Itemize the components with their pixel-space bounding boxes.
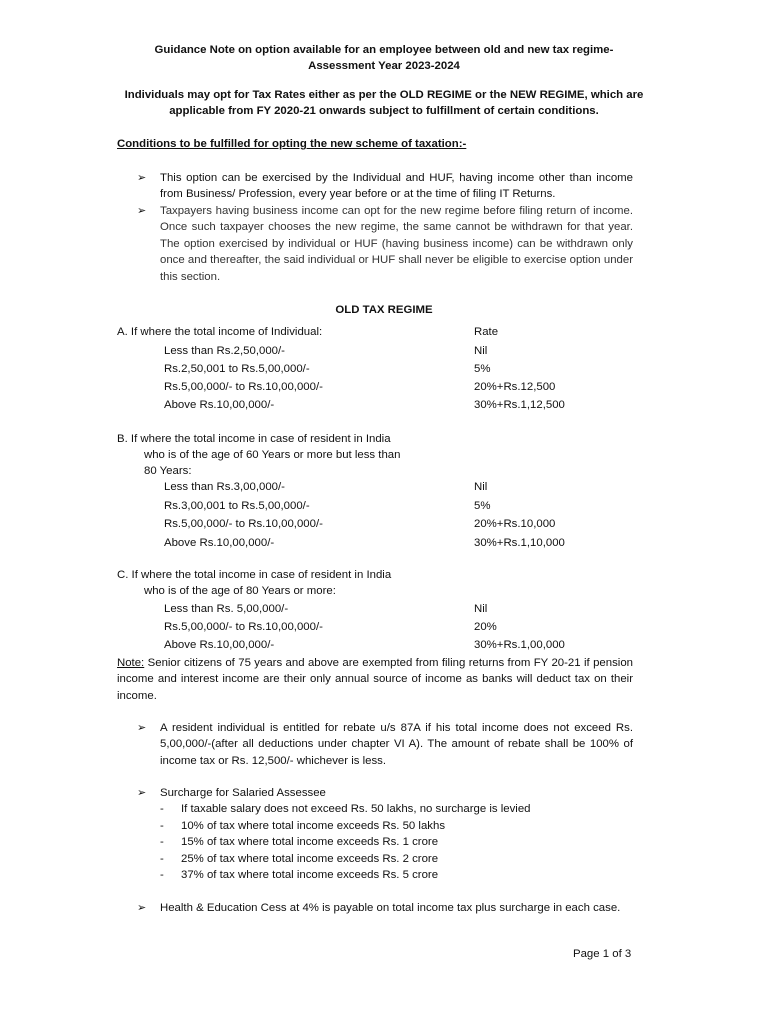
section-b-heading: B. If where the total income in case of resident in India (117, 433, 391, 445)
page-number: Page 1 of 3 (573, 948, 632, 960)
slab-label: Rs.5,00,000/- to Rs.10,00,000/- (164, 518, 323, 530)
section-b-heading-cont: who is of the age of 60 Years or more but less than (144, 449, 401, 461)
dash-bullet: - (160, 820, 164, 832)
slab-label: Above Rs.10,00,000/- (164, 639, 275, 651)
slab-rate: 30%+Rs.1,12,500 (474, 399, 565, 411)
slab-label: Rs.5,00,000/- to Rs.10,00,000/- (164, 381, 323, 393)
section-c-heading-cont: who is of the age of 80 Years or more: (144, 585, 336, 597)
slab-label: Less than Rs.2,50,000/- (164, 345, 285, 357)
dash-bullet: - (160, 853, 164, 865)
section-b-heading-cont: 80 Years: (144, 465, 192, 477)
bullet-arrow: ➢ (137, 787, 147, 799)
dash-bullet: - (160, 869, 164, 881)
slab-rate: Nil (474, 345, 488, 357)
condition-item: This option can be exercised by the Individual and HUF, having income other than income from Business/ Profession, every year before or at the time of filing IT Returns. (160, 172, 633, 201)
surcharge-item: 37% of tax where total income exceeds Rs. 5 crore (181, 869, 439, 881)
slab-rate: 20% (474, 621, 497, 633)
document-title-line1: Guidance Note on option available for an employee between old and new tax regime- (154, 44, 614, 56)
surcharge-item: 10% of tax where total income exceeds Rs. 50 lakhs (181, 820, 446, 832)
slab-label: Rs.5,00,000/- to Rs.10,00,000/- (164, 621, 323, 633)
dash-bullet: - (160, 836, 164, 848)
slab-label: Rs.2,50,001 to Rs.5,00,000/- (164, 363, 310, 375)
intro-line2: applicable from FY 2020-21 onwards subject to fulfillment of certain conditions. (169, 105, 599, 117)
old-regime-heading: OLD TAX REGIME (335, 304, 433, 316)
bullet-arrow: ➢ (137, 205, 147, 217)
note-text: Senior citizens of 75 years and above are exempted from filing returns from FY 20-21 if pension income and interest income are their only annual source of income as banks will deduct tax on their income. (117, 657, 633, 702)
surcharge-heading: Surcharge for Salaried Assessee (160, 787, 326, 799)
intro-line1: Individuals may opt for Tax Rates either as per the OLD REGIME or the NEW REGIME, which are (124, 89, 644, 101)
slab-rate: 5% (474, 500, 491, 512)
dash-bullet: - (160, 803, 164, 815)
slab-label: Less than Rs.3,00,000/- (164, 481, 285, 493)
bullet-arrow: ➢ (137, 722, 147, 734)
slab-rate: Nil (474, 603, 488, 615)
rebate-text: A resident individual is entitled for rebate u/s 87A if his total income does not exceed Rs. 5,00,000/-(after all deductions under chapter VI A). The amount of rebate shall be 100% of income tax or Rs. 12,500/- whichever is less. (160, 722, 633, 767)
slab-rate: 30%+Rs.1,10,000 (474, 537, 565, 549)
surcharge-item: If taxable salary does not exceed Rs. 50 lakhs, no surcharge is levied (181, 803, 531, 815)
bullet-arrow: ➢ (137, 902, 147, 914)
section-c-heading: C. If where the total income in case of resident in India (117, 569, 392, 581)
slab-label: Above Rs.10,00,000/- (164, 399, 275, 411)
slab-label: Rs.3,00,001 to Rs.5,00,000/- (164, 500, 310, 512)
slab-label: Less than Rs. 5,00,000/- (164, 603, 289, 615)
surcharge-item: 15% of tax where total income exceeds Rs. 1 crore (181, 836, 439, 848)
slab-label: Above Rs.10,00,000/- (164, 537, 275, 549)
bullet-arrow: ➢ (137, 172, 147, 184)
section-a-heading: A. If where the total income of Individual: (117, 326, 323, 338)
senior-citizen-note (117, 655, 633, 704)
slab-rate: 5% (474, 363, 491, 375)
cess-text: Health & Education Cess at 4% is payable on total income tax plus surcharge in each case. (160, 902, 621, 914)
slab-rate: 20%+Rs.10,000 (474, 518, 556, 530)
surcharge-item: 25% of tax where total income exceeds Rs. 2 crore (181, 853, 439, 865)
slab-rate: 30%+Rs.1,00,000 (474, 639, 565, 651)
rate-column-label: Rate (474, 326, 499, 338)
conditions-heading: Conditions to be fulfilled for opting the new scheme of taxation:- (117, 138, 467, 150)
slab-rate: Nil (474, 481, 488, 493)
document-title-line2: Assessment Year 2023-2024 (308, 60, 460, 72)
slab-rate: 20%+Rs.12,500 (474, 381, 556, 393)
condition-item: Taxpayers having business income can opt for the new regime before filing return of income. Once such taxpayer chooses the new regime, the same cannot be withdrawn for that year. The option exercised by individual or HUF (having business income) can be withdrawn only once and thereafter, the said individual or HUF shall never be eligible to exercise option under this section. (160, 205, 633, 283)
note-label: Note: (117, 657, 145, 669)
